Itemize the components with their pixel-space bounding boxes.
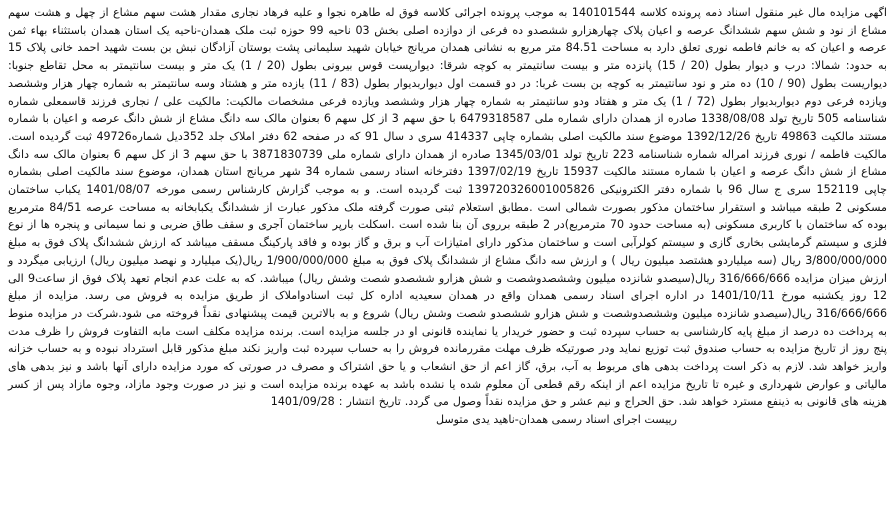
notice-signature: رییست اجرای اسناد رسمی همدان-ناهید یدی متوسل [435, 413, 677, 427]
notice-body: اگهی مزایده مال غیر منقول اسناد ذمه پرونده کلاسه 140101544 به موجب پرونده اجرائی کلاسه فوق له طاهره نجوا و علیه فرهاد نجاری مقدار هشت سهم مشاع از چهل و هشت سهم مشاع از نود و شش سهم ششدانگ عرصه و اعیان پلاک چهارهزارو ششصدو ده فرعی از دوازده اصلی بخش 03 ناحیه 99 حوزه ثبت ملک همدان-ناحیه یک استان همدان باستثناء بهاء ثمن عرصه و اعیان که به خانم فاطمه نوری تعلق دارد به مساحت 84.51 متر مربع به نشانی همدان مریانج خیابان شهید سلیمانی پشت بوستان آزادگان نبش بن بست شهید احمد خانی پلاک 15 به حدود: شمالا: درب و دیوار بطول (20 / 15) پانزده متر و بیست سانتیمتر به کوچه شرقا: دیوارپست قوس بیرونی بطول (20 / 1) یک متر و بیست سانتیمتر به محل تقاطع جنوبا: دیواریست بطول (90 / 10) ده متر و نود سانتیمتر به کوچه بن بست غربا: در دو قسمت اول دیواربدیوار بطول (83 / 11) یازده متر و هشتاد وسه سانتیمتر به شماره چهار هزار وششصد ویازده فرعی دوم دیواربدیوار بطول (72 / 1) یک متر و هفتاد ودو سانتیمتر به شماره چهار هزار وششصد ویازده فرعی مشخصات مالکیت: مالکیت علی / نجاری فرزند قاسمعلی شماره شناسنامه 505 تاریخ تولد 1338/08/08 صادره از همدان دارای شماره ملی 6479318587 با حق سهم 3 از کل سهم 6 بعنوان مالک سه دانگ مشاع از شش دانگ عرصه و اعیان با شماره مستند مالکیت 49863 تاریخ 1392/12/26 موضوع سند مالکیت اصلی بشماره چاپی 414337 سری د سال 91 که در صفحه 62 دفتر املاک جلد 352دیل شماره49726 ثبت گردیده است. مالکیت فاطمه / نوری فرزند امراله شماره شناسنامه 223 تاریخ تولد 1345/03/01 صادره از همدان دارای شماره ملی 3871830739 با حق سهم 3 از کل سهم 6 بعنوان مالک سه دانگ مشاع از شش دانگ عرصه و اعیان با شماره مستند مالکیت 15937 تاریخ 1397/02/19 دفترخانه اسناد رسمی شماره 34 شهر مریانج استان همدان، موضوع سند مالکیت اصلی بشماره چاپی 152119 سری ج سال 96 با شماره دفتر الکترونیکی 139720326001005826 ثبت گردیده است. و به موجب گزارش کارشناس رسمی مورخه 1401/08/07 یکباب ساختمان مسکونی 2 طبقه میباشد و استقرار ساختمان مذکور بصورت شمالی است .مطابق استعلام ثبتی صورت گرفته ملک مذکور عبارت از ششدانگ یکبابخانه به مساحت عرصه 84/51 مترمربع بوده که ساختمان با کاربری مسکونی (به مساحت حدود 70 مترمربع)در 2 طبقه برروی آن بنا شده است .اسکلت بارپر ساختمان آجری و سقف طاق ضربی و نما سیمانی و پنجره ها از نوع فلزی و سیستم گرمایشی بخاری گازی و سیستم کولرآبی است و ساختمان مذکور دارای امتیازات آب و برق و گاز بوده و فاقد پارکینگ مسقف میباشد که ارزش ششدانگ پلاک فوق به مبلغ 3/800/000/000 ریال (سه میلیاردو هشتصد میلیون ریال ) و ارزش سه دانگ مشاع از ششدانگ پلاک فوق به مبلغ 1/900/000/000 ریال(یک میلیارد و نهصد میلیون ریال) ارزیابی میگردد و ارزش میزان مزایده 316/666/666 ریال(سیصدو شانزده میلیون وششصدوشصت و شش هزارو ششصدو شصت وشش ریال) میباشد. که به علت عدم انجام تعهد پلاک فوق از ساعت9 الی 12 روز یکشنبه مورخ 1401/10/11 در اداره اجرای اسناد رسمی همدان واقع در همدان سعیدیه اداره کل ثبت اسنادواملاک از طریق مزایده به فروش می رسد. مزایده از مبلغ 316/666/666 ریال(سیصدو شانزده میلیون وششصدوشصت و شش هزارو ششصدو شصت وشش ریال) شروع و به بالاترین قیمت پیشنهادی نقداً فروخته می شود.شرکت در مزایده منوط به پرداخت ده درصد از مبلغ پایه کارشناسی به حساب سپرده ثبت و حضور خریدار یا نماینده قانونی او در جلسه مزایده است. برنده مزایده مکلف است مابه التفاوت فروش را ظرف مدت پنج روز از تاریخ مزایده به حساب صندوق ثبت توزیع نماید ودر صورتیکه ظرف مهلت مقررمانده فروش را به حساب سپرده ثبت واریز نکند مبلغ مذکور قابل استرداد نبوده و به حساب خزانه واریز خواهد شد. لازم به ذکر است پرداخت بدهی های مربوط به آب، برق، گاز اعم از حق انشعاب و یا حق اشتراک و مصرف در صورتی که مورد مزایده دارای آنها باشد و نیز بدهی های مالیاتی و عوارض شهرداری و غیره تا تاریخ مزایده اعم از اینکه رقم قطعی آن معلوم شده یا نشده باشد به عهده برنده مزایده است و نیز در صورت وجود مازاد، وجوه مازاد پس از کسر هزینه های قانونی به ذینفع مسترد خواهد شد. حق الحراج و نیم عشر و حق مزایده نقداً وصول می گردد. تاریخ انتشار : 1401/09/28 [8, 6, 888, 409]
